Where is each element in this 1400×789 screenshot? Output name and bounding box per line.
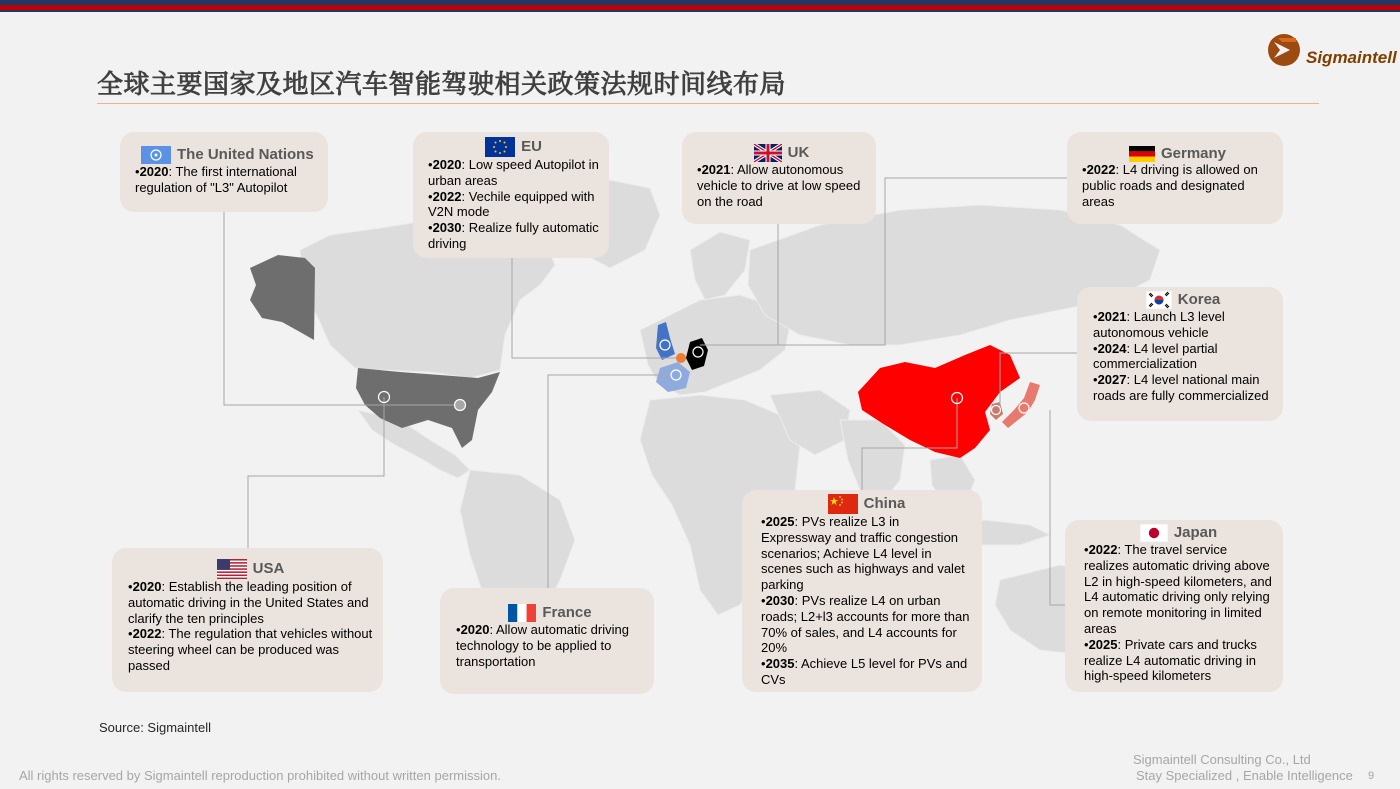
eu-marker [676, 353, 686, 363]
title-divider [97, 103, 1319, 104]
usa-item-2: •2022: The regulation that vehicles without steering wheel can be produced was passed [128, 626, 373, 673]
france-name: France [542, 604, 592, 622]
japan-flag-icon [1140, 524, 1168, 542]
un-name: The United Nations [177, 146, 314, 164]
korea-item-2: •2024: L4 level partial commercialization [1093, 340, 1218, 372]
france-item-1: •2020: Allow automatic driving technology to be applied to transportation [456, 622, 629, 669]
japan-policy-box [1065, 520, 1283, 692]
korea-item-1: •2021: Launch L3 level autonomous vehicle [1093, 309, 1225, 340]
uk-flag-icon [754, 144, 782, 162]
uk-policy-box [682, 132, 876, 224]
china-flag-icon [828, 494, 858, 514]
logo-text: Sigmaintell [1306, 48, 1397, 67]
germany-header [1082, 146, 1273, 162]
un-flag-icon [141, 146, 171, 164]
france-header [456, 604, 644, 622]
usa-header [128, 559, 373, 579]
germany-flag-icon [1129, 146, 1155, 162]
alaska-region [250, 255, 315, 340]
china-item-2: •2030: PVs realize L4 on urban roads; L2+l3 accounts for more than 70% of sales, and L4 accounts for 20% [761, 592, 970, 656]
korea-policy-box [1077, 287, 1283, 421]
usa-region [356, 368, 500, 448]
uk-header [697, 144, 866, 162]
page-title: 全球主要国家及地区汽车智能驾驶相关政策法规时间线布局 [97, 70, 787, 100]
france-policy-box [440, 588, 654, 694]
usa-flag-icon [217, 559, 247, 579]
china-item-3: •2035: Achieve L5 level for PVs and CVs [761, 656, 968, 687]
germany-item-1: •2022: L4 driving is allowed on public roads and designated areas [1082, 162, 1258, 209]
footer-slogan: Stay Specialized , Enable Intelligence [1136, 768, 1353, 783]
un-item-1: •2020: The first international regulation of "L3" Autopilot [135, 164, 297, 195]
china-header [761, 494, 972, 514]
japan-header [1084, 524, 1273, 542]
usa-item-1: •2020: Establish the leading position of automatic driving in the United States and clarify the ten principles [128, 579, 369, 626]
korea-header [1093, 291, 1273, 309]
korea-item-3: •2027: L4 level national main roads are fully commercialized [1093, 372, 1269, 403]
usa-policy-box [112, 548, 383, 692]
un-header [141, 146, 318, 164]
uk-name: UK [787, 144, 810, 162]
footer-rights: All rights reserved by Sigmaintell reproduction prohibited without written permission. [19, 768, 501, 783]
eu-item-2: •2022: Vechile equipped with V2N mode [428, 188, 595, 220]
korea-flag-icon [1146, 291, 1172, 309]
china-policy-box [742, 490, 982, 692]
uk-item-1: •2021: Allow autonomous vehicle to drive at low speed on the road [697, 162, 861, 209]
eu-item-1: •2020: Low speed Autopilot in urban areas [428, 157, 599, 188]
germany-policy-box [1067, 132, 1283, 224]
eu-header [428, 137, 599, 157]
eu-name: EU [521, 138, 542, 156]
footer-company: Sigmaintell Consulting Co., Ltd [1133, 752, 1311, 767]
japan-item-1: •2022: The travel service realizes automatic driving above L2 in high-speed kilometers, and L4 automatic driving only relying on remote monitoring in limited areas [1084, 542, 1272, 636]
germany-name: Germany [1160, 145, 1227, 163]
france-flag-icon [508, 604, 536, 622]
eu-flag-icon [485, 137, 515, 157]
eu-item-3: •2030: Realize fully automatic driving [428, 220, 599, 251]
korea-name: Korea [1177, 291, 1221, 309]
japan-name: Japan [1173, 524, 1218, 542]
china-name: China [863, 495, 906, 513]
japan-item-2: •2025: Private cars and trucks realize L4 automatic driving in high-speed kilometers [1084, 636, 1257, 684]
usa-name: USA [252, 560, 285, 578]
eu-policy-box [413, 132, 609, 258]
china-item-1: •2025: PVs realize L3 in Expressway and traffic congestion scenarios; Achieve L4 level in scenes such as highways and valet parking [761, 514, 965, 593]
source-note: Source: Sigmaintell [99, 720, 211, 735]
un-policy-box [120, 132, 328, 212]
page-number: 9 [1368, 770, 1375, 782]
